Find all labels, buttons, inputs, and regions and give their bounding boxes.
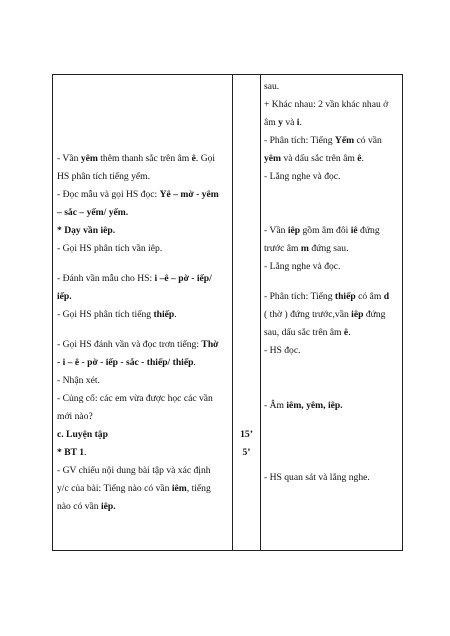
text-run: + Khác nhau: 2 vần khác nhau ở [264, 99, 389, 110]
time-value: 5’ [242, 447, 251, 458]
text-run: m [300, 243, 309, 254]
text-run: iêp [287, 225, 301, 236]
student-activity-line [264, 135, 382, 147]
text-run: trước âm [264, 243, 301, 254]
teacher-activity-line [57, 309, 177, 321]
text-run: ê [357, 153, 362, 164]
text-run: * BT 1 [57, 447, 85, 458]
text-run: - Đọc mẫu và gọi HS đọc: [57, 189, 160, 200]
text-run: . [361, 153, 364, 164]
text-run: iêp [351, 309, 364, 320]
text-run: . [348, 327, 351, 338]
teacher-activity-line [57, 153, 215, 165]
student-activity-line [264, 472, 370, 484]
teacher-activity-line [57, 243, 162, 255]
teacher-activity-line [57, 411, 93, 423]
text-run: - Củng cố: các em vừa được học các vần [57, 393, 213, 404]
text-run: - Gọi HS phân tích tiếng [57, 309, 154, 320]
teacher-activity-line [57, 357, 196, 369]
teacher-activity-line [57, 393, 213, 405]
text-run: – sắc – yếm/ yếm. [57, 207, 129, 218]
student-activity-line [264, 243, 349, 255]
text-run: nào có vần [57, 501, 101, 512]
teacher-activity-line [57, 171, 150, 183]
text-run: - Âm [264, 400, 287, 411]
text-run: . [174, 309, 177, 320]
text-run: - Gọi HS đánh vần và đọc trơn tiếng: [57, 339, 202, 350]
text-run: . [299, 117, 302, 128]
text-run: thiếp [153, 309, 175, 320]
text-run: ê [191, 153, 196, 164]
text-run: đứng [363, 309, 386, 320]
text-run: - Vần [264, 225, 288, 236]
text-run: yêm [264, 153, 282, 164]
text-run: mới nào? [57, 411, 93, 422]
student-activity-line [264, 171, 340, 183]
teacher-activity-line [57, 375, 100, 387]
text-run: có âm [355, 291, 384, 302]
student-activity-line [264, 327, 351, 339]
text-run: - Đánh vần mẫu cho HS: [57, 273, 155, 284]
text-run: - Lắng nghe và đọc. [264, 171, 341, 182]
teacher-activity-line [57, 273, 212, 285]
text-run: thêm thanh sắc trên âm [97, 153, 192, 164]
text-run: i –ê – pờ - iếp/ [154, 273, 212, 284]
text-run: y [278, 117, 283, 128]
student-activity-line [264, 400, 343, 412]
teacher-activity-line [57, 483, 211, 495]
student-activity-line [264, 153, 364, 165]
teacher-activity-line [57, 207, 128, 219]
text-run: HS phân tích tiếng yếm. [57, 171, 150, 182]
text-run: - Gọi HS phân tích vần iêp. [57, 243, 163, 254]
text-run: ê [343, 327, 349, 338]
text-run: c. Luyện tập [57, 429, 108, 440]
student-activity-line [264, 225, 380, 237]
text-run: - GV chiếu nội dung bài tập và xác định [57, 465, 211, 476]
text-run: và dấu sắc trên âm [281, 153, 358, 164]
text-run: - Vần [57, 153, 81, 164]
student-activity-line [264, 117, 302, 129]
text-run: Thờ [201, 339, 219, 350]
text-run: - i – ê - pờ - iếp - sắc - thiếp/ thiếp [57, 357, 194, 368]
teacher-activity-line [57, 339, 218, 351]
student-activity-line [264, 81, 279, 93]
text-run: , tiếng [186, 483, 211, 494]
column-divider-right [260, 75, 261, 550]
text-run: thiếp [334, 291, 356, 302]
teacher-activity-line [57, 465, 211, 477]
text-run: Yê – mờ - yêm [159, 189, 219, 200]
text-run: . Gọi [195, 153, 216, 164]
text-run: đứng [357, 225, 380, 236]
text-run: . [84, 447, 87, 458]
text-run: iếp. [57, 291, 72, 302]
text-run: - Phân tích: Tiếng [264, 291, 335, 302]
student-activity-line [264, 309, 385, 321]
teacher-activity-line [57, 501, 116, 513]
text-run: iêm [171, 483, 187, 494]
teacher-activity-line [57, 429, 108, 441]
text-run: - Nhận xét. [57, 375, 100, 386]
text-run: iêp. [100, 501, 116, 512]
text-run: yêm [80, 153, 98, 164]
column-divider-left [232, 75, 233, 550]
text-run: * Dạy vần iêp. [57, 225, 116, 236]
teacher-activity-line [57, 225, 115, 237]
text-run: có vần [354, 135, 382, 146]
teacher-activity-line [57, 291, 72, 303]
text-run: d [383, 291, 390, 302]
text-run: đứng sau. [308, 243, 349, 254]
text-run: ( thờ ) đứng trước,vần [264, 309, 352, 320]
text-run: - Lắng nghe và đọc. [264, 261, 341, 272]
text-run: Yếm [334, 135, 355, 146]
text-run: âm [264, 117, 279, 128]
student-activity-line [264, 291, 389, 303]
text-run: i [296, 117, 300, 128]
text-run: - HS đọc. [264, 345, 301, 356]
lesson-table [52, 74, 403, 551]
text-run: sau, dấu sắc trên âm [264, 327, 344, 338]
text-run: - Phân tích: Tiếng [264, 135, 335, 146]
teacher-activity-line [57, 447, 86, 459]
text-run: iê [350, 225, 358, 236]
student-activity-line [264, 345, 301, 357]
time-value: 15’ [240, 429, 253, 440]
text-run: y/c của bài: Tiếng nào có vần [57, 483, 172, 494]
text-run: sau. [264, 81, 280, 92]
student-activity-line [264, 99, 388, 111]
text-run: - HS quan sát và lắng nghe. [264, 472, 370, 483]
student-activity-line [264, 261, 340, 273]
teacher-activity-line [57, 189, 219, 201]
text-run: . [193, 357, 196, 368]
text-run: gồm âm đôi [300, 225, 351, 236]
text-run: iêm, yêm, iêp. [286, 400, 343, 411]
text-run: và [282, 117, 297, 128]
